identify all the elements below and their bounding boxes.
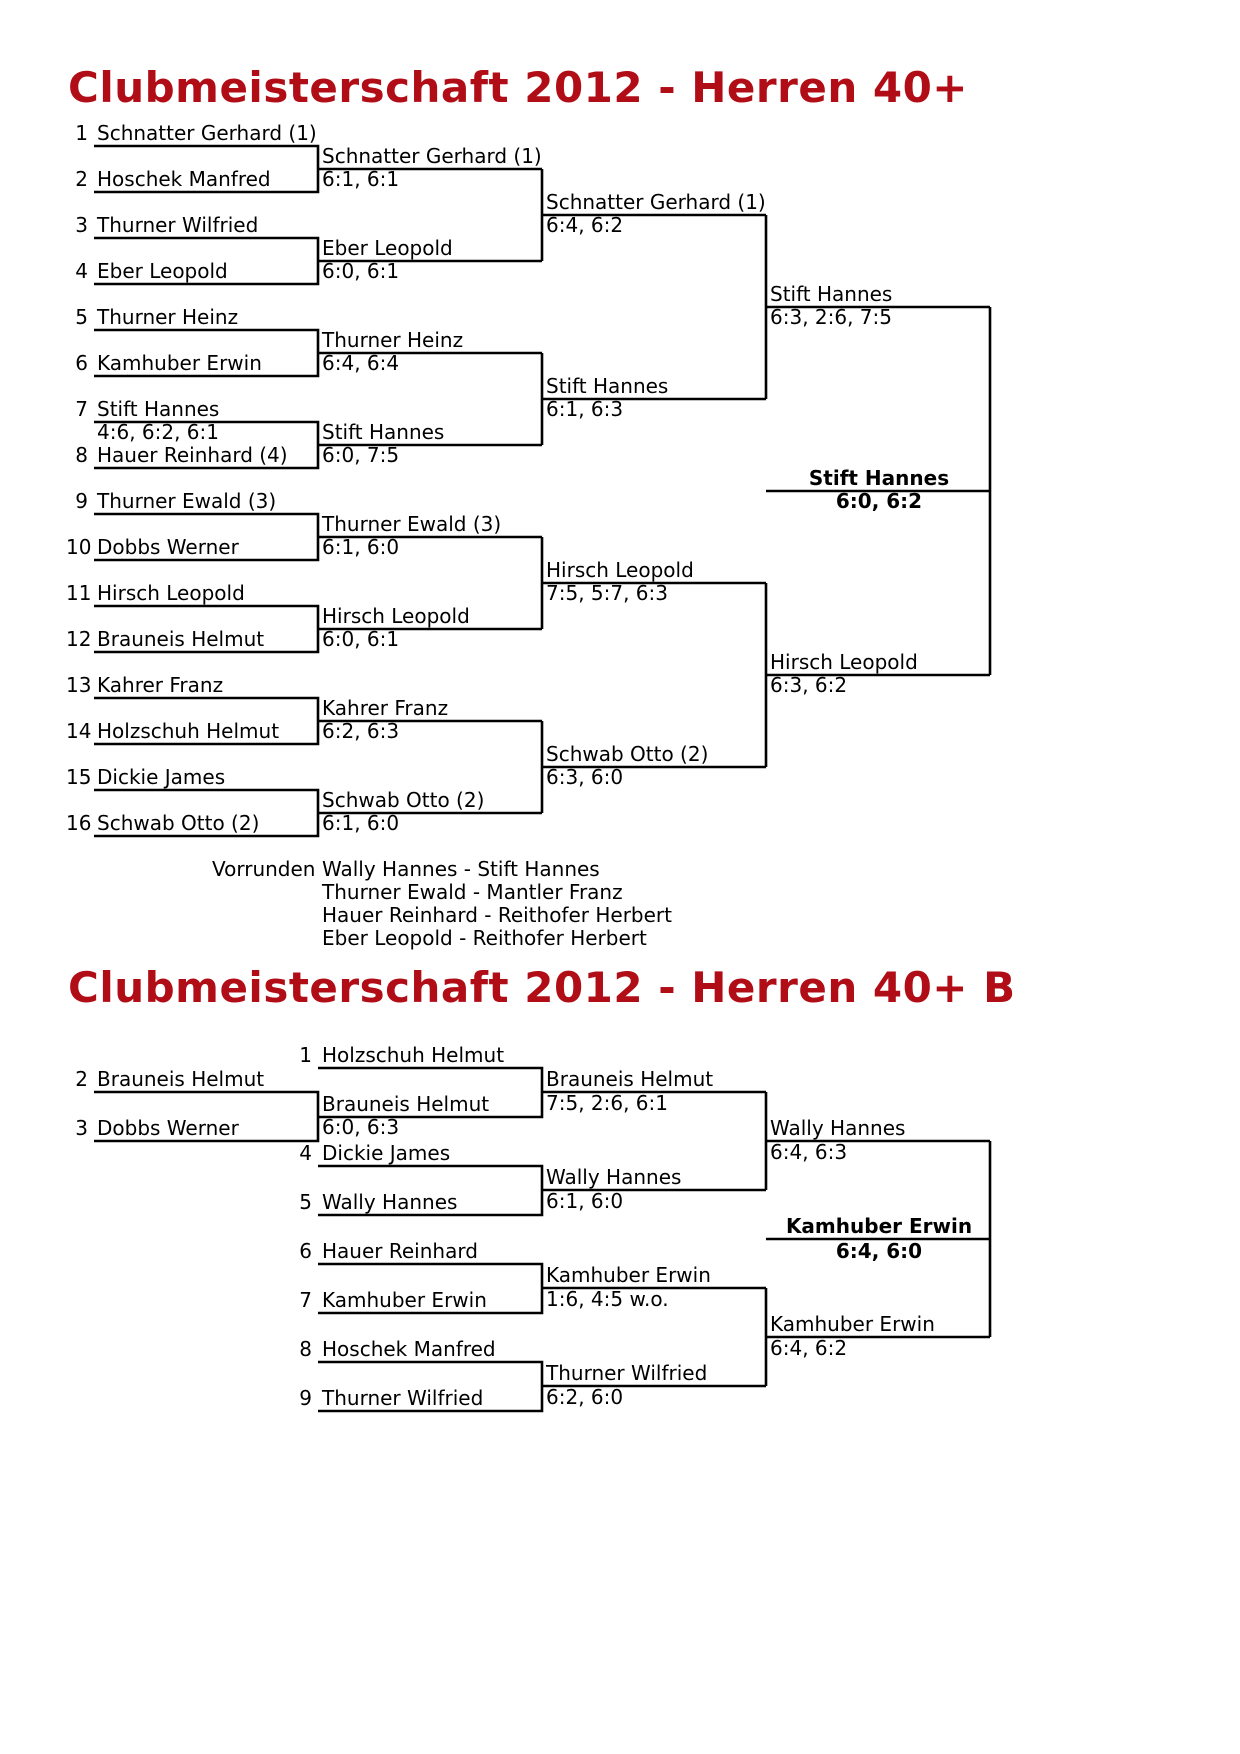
b-r2-score: 6:2, 6:0	[546, 1385, 624, 1409]
a-r2-winner: Schwab Otto (2)	[322, 788, 485, 812]
b-r1-player: Wally Hannes	[322, 1190, 458, 1214]
a-r2-winner: Thurner Heinz	[322, 328, 464, 352]
prelims-label: Vorrunden	[212, 857, 316, 881]
a-r1-player: Stift Hannes	[97, 397, 220, 421]
b-r1-winners	[542, 1092, 766, 1386]
a-r1-player: Kamhuber Erwin	[97, 351, 262, 375]
a-r1-player: Hirsch Leopold	[97, 581, 245, 605]
b-r2-score: 6:1, 6:0	[546, 1189, 624, 1213]
a-r1-player: Kahrer Franz	[97, 673, 224, 697]
b-seed: 7	[299, 1288, 312, 1312]
a-seed: 7	[75, 397, 88, 421]
a-seed: 2	[75, 167, 88, 191]
a-seed: 1	[75, 121, 88, 145]
b-seed: 3	[75, 1116, 88, 1140]
a-r2-score: 6:1, 6:0	[322, 535, 400, 559]
a-sf-winner: Stift Hannes	[770, 282, 893, 306]
a-r2-score: 6:1, 6:0	[322, 811, 400, 835]
a-seed: 15	[66, 765, 92, 789]
a-r2-score: 6:0, 6:1	[322, 259, 400, 283]
a-r1-player: Dobbs Werner	[97, 535, 239, 559]
a-r1-score: 4:6, 6:2, 6:1	[97, 420, 219, 444]
b-r1-player: Dickie James	[322, 1141, 451, 1165]
a-r1-player: Dickie James	[97, 765, 226, 789]
b-r1-player: Holzschuh Helmut	[322, 1043, 505, 1067]
b-prelim-player: Brauneis Helmut	[97, 1067, 265, 1091]
a-r1-player: Schwab Otto (2)	[97, 811, 260, 835]
a-r2-winner: Kahrer Franz	[322, 696, 449, 720]
b-seed: 4	[299, 1141, 312, 1165]
a-r1-player: Thurner Wilfried	[97, 213, 259, 237]
a-champion-name: Stift Hannes	[808, 466, 950, 490]
b-champion-name: Kamhuber Erwin	[785, 1214, 973, 1238]
a-r2-score: 6:4, 6:4	[322, 351, 400, 375]
a-r1-player: Holzschuh Helmut	[97, 719, 280, 743]
a-seed: 6	[75, 351, 88, 375]
b-seed: 1	[299, 1043, 312, 1067]
a-sf-score: 6:3, 2:6, 7:5	[770, 305, 892, 329]
a-r3-winner: Schwab Otto (2)	[546, 742, 709, 766]
a-r3-winner: Hirsch Leopold	[546, 558, 694, 582]
b-sf-score: 6:4, 6:2	[770, 1336, 848, 1360]
b-prelim-player: Dobbs Werner	[97, 1116, 239, 1140]
prelim-match: Wally Hannes - Stift Hannes	[322, 857, 600, 881]
a-r3-winner: Stift Hannes	[546, 374, 669, 398]
b-r2-score: 7:5, 2:6, 6:1	[546, 1091, 668, 1115]
b-r1-player: Thurner Wilfried	[322, 1386, 484, 1410]
b-seed: 2	[75, 1067, 88, 1091]
b-prelim-score: 6:0, 6:3	[322, 1115, 400, 1139]
b-seed: 9	[299, 1386, 312, 1410]
a-r1-player: Hoschek Manfred	[97, 167, 271, 191]
b-r1-player: Hoschek Manfred	[322, 1337, 496, 1361]
a-r3-score: 7:5, 5:7, 6:3	[546, 581, 668, 605]
a-r1-player: Thurner Ewald (3)	[97, 489, 277, 513]
a-r2-winner: Stift Hannes	[322, 420, 445, 444]
a-seed: 3	[75, 213, 88, 237]
a-seed: 5	[75, 305, 88, 329]
prelim-match: Hauer Reinhard - Reithofer Herbert	[322, 903, 672, 927]
b-r1-player: Kamhuber Erwin	[322, 1288, 487, 1312]
a-r1-player: Hauer Reinhard (4)	[97, 443, 288, 467]
a-r3-winner: Schnatter Gerhard (1)	[546, 190, 766, 214]
a-sf-winner: Hirsch Leopold	[770, 650, 918, 674]
b-prelim-winner: Brauneis Helmut	[322, 1092, 490, 1116]
bracket-b-title: Clubmeisterschaft 2012 - Herren 40+ B	[68, 963, 1016, 1012]
a-r1-player: Brauneis Helmut	[97, 627, 265, 651]
b-champion-score: 6:4, 6:0	[835, 1239, 923, 1263]
bracket-a-title: Clubmeisterschaft 2012 - Herren 40+	[68, 63, 968, 112]
b-sf-winner: Wally Hannes	[770, 1116, 906, 1140]
b-r2-winner: Brauneis Helmut	[546, 1067, 714, 1091]
a-r2-winner: Thurner Ewald (3)	[322, 512, 502, 536]
a-seed: 16	[66, 811, 92, 835]
a-r1-player: Thurner Heinz	[97, 305, 239, 329]
b-seed: 8	[299, 1337, 312, 1361]
b-r2-winner: Kamhuber Erwin	[546, 1263, 711, 1287]
a-r2-score: 6:0, 6:1	[322, 627, 400, 651]
a-r2-winner: Hirsch Leopold	[322, 604, 470, 628]
a-r2-winner: Eber Leopold	[322, 236, 453, 260]
a-champion-score: 6:0, 6:2	[835, 489, 923, 513]
a-seed: 13	[66, 673, 92, 697]
a-seed: 10	[66, 535, 92, 559]
b-seed: 6	[299, 1239, 312, 1263]
b-sf-score: 6:4, 6:3	[770, 1140, 848, 1164]
b-r1-player: Hauer Reinhard	[322, 1239, 478, 1263]
a-r2-winner: Schnatter Gerhard (1)	[322, 144, 542, 168]
a-seed: 9	[75, 489, 88, 513]
a-seed: 4	[75, 259, 88, 283]
a-seed: 14	[66, 719, 92, 743]
b-seed: 5	[299, 1190, 312, 1214]
a-r1-player: Schnatter Gerhard (1)	[97, 121, 317, 145]
a-r3-score: 6:3, 6:0	[546, 765, 624, 789]
b-r2-winner: Wally Hannes	[546, 1165, 682, 1189]
b-r2-score: 1:6, 4:5 w.o.	[546, 1287, 669, 1311]
a-sf-score: 6:3, 6:2	[770, 673, 848, 697]
a-r2-score: 6:2, 6:3	[322, 719, 400, 743]
a-seed: 11	[66, 581, 92, 605]
b-sf-winner: Kamhuber Erwin	[770, 1312, 935, 1336]
a-r2-score: 6:1, 6:1	[322, 167, 400, 191]
a-r1-player: Eber Leopold	[97, 259, 228, 283]
a-seed: 12	[66, 627, 92, 651]
a-r2-score: 6:0, 7:5	[322, 443, 400, 467]
a-r3-score: 6:4, 6:2	[546, 213, 624, 237]
a-seed: 8	[75, 443, 88, 467]
a-r3-score: 6:1, 6:3	[546, 397, 624, 421]
prelim-match: Eber Leopold - Reithofer Herbert	[322, 926, 647, 950]
prelim-match: Thurner Ewald - Mantler Franz	[322, 880, 623, 904]
b-r2-winner: Thurner Wilfried	[546, 1361, 708, 1385]
